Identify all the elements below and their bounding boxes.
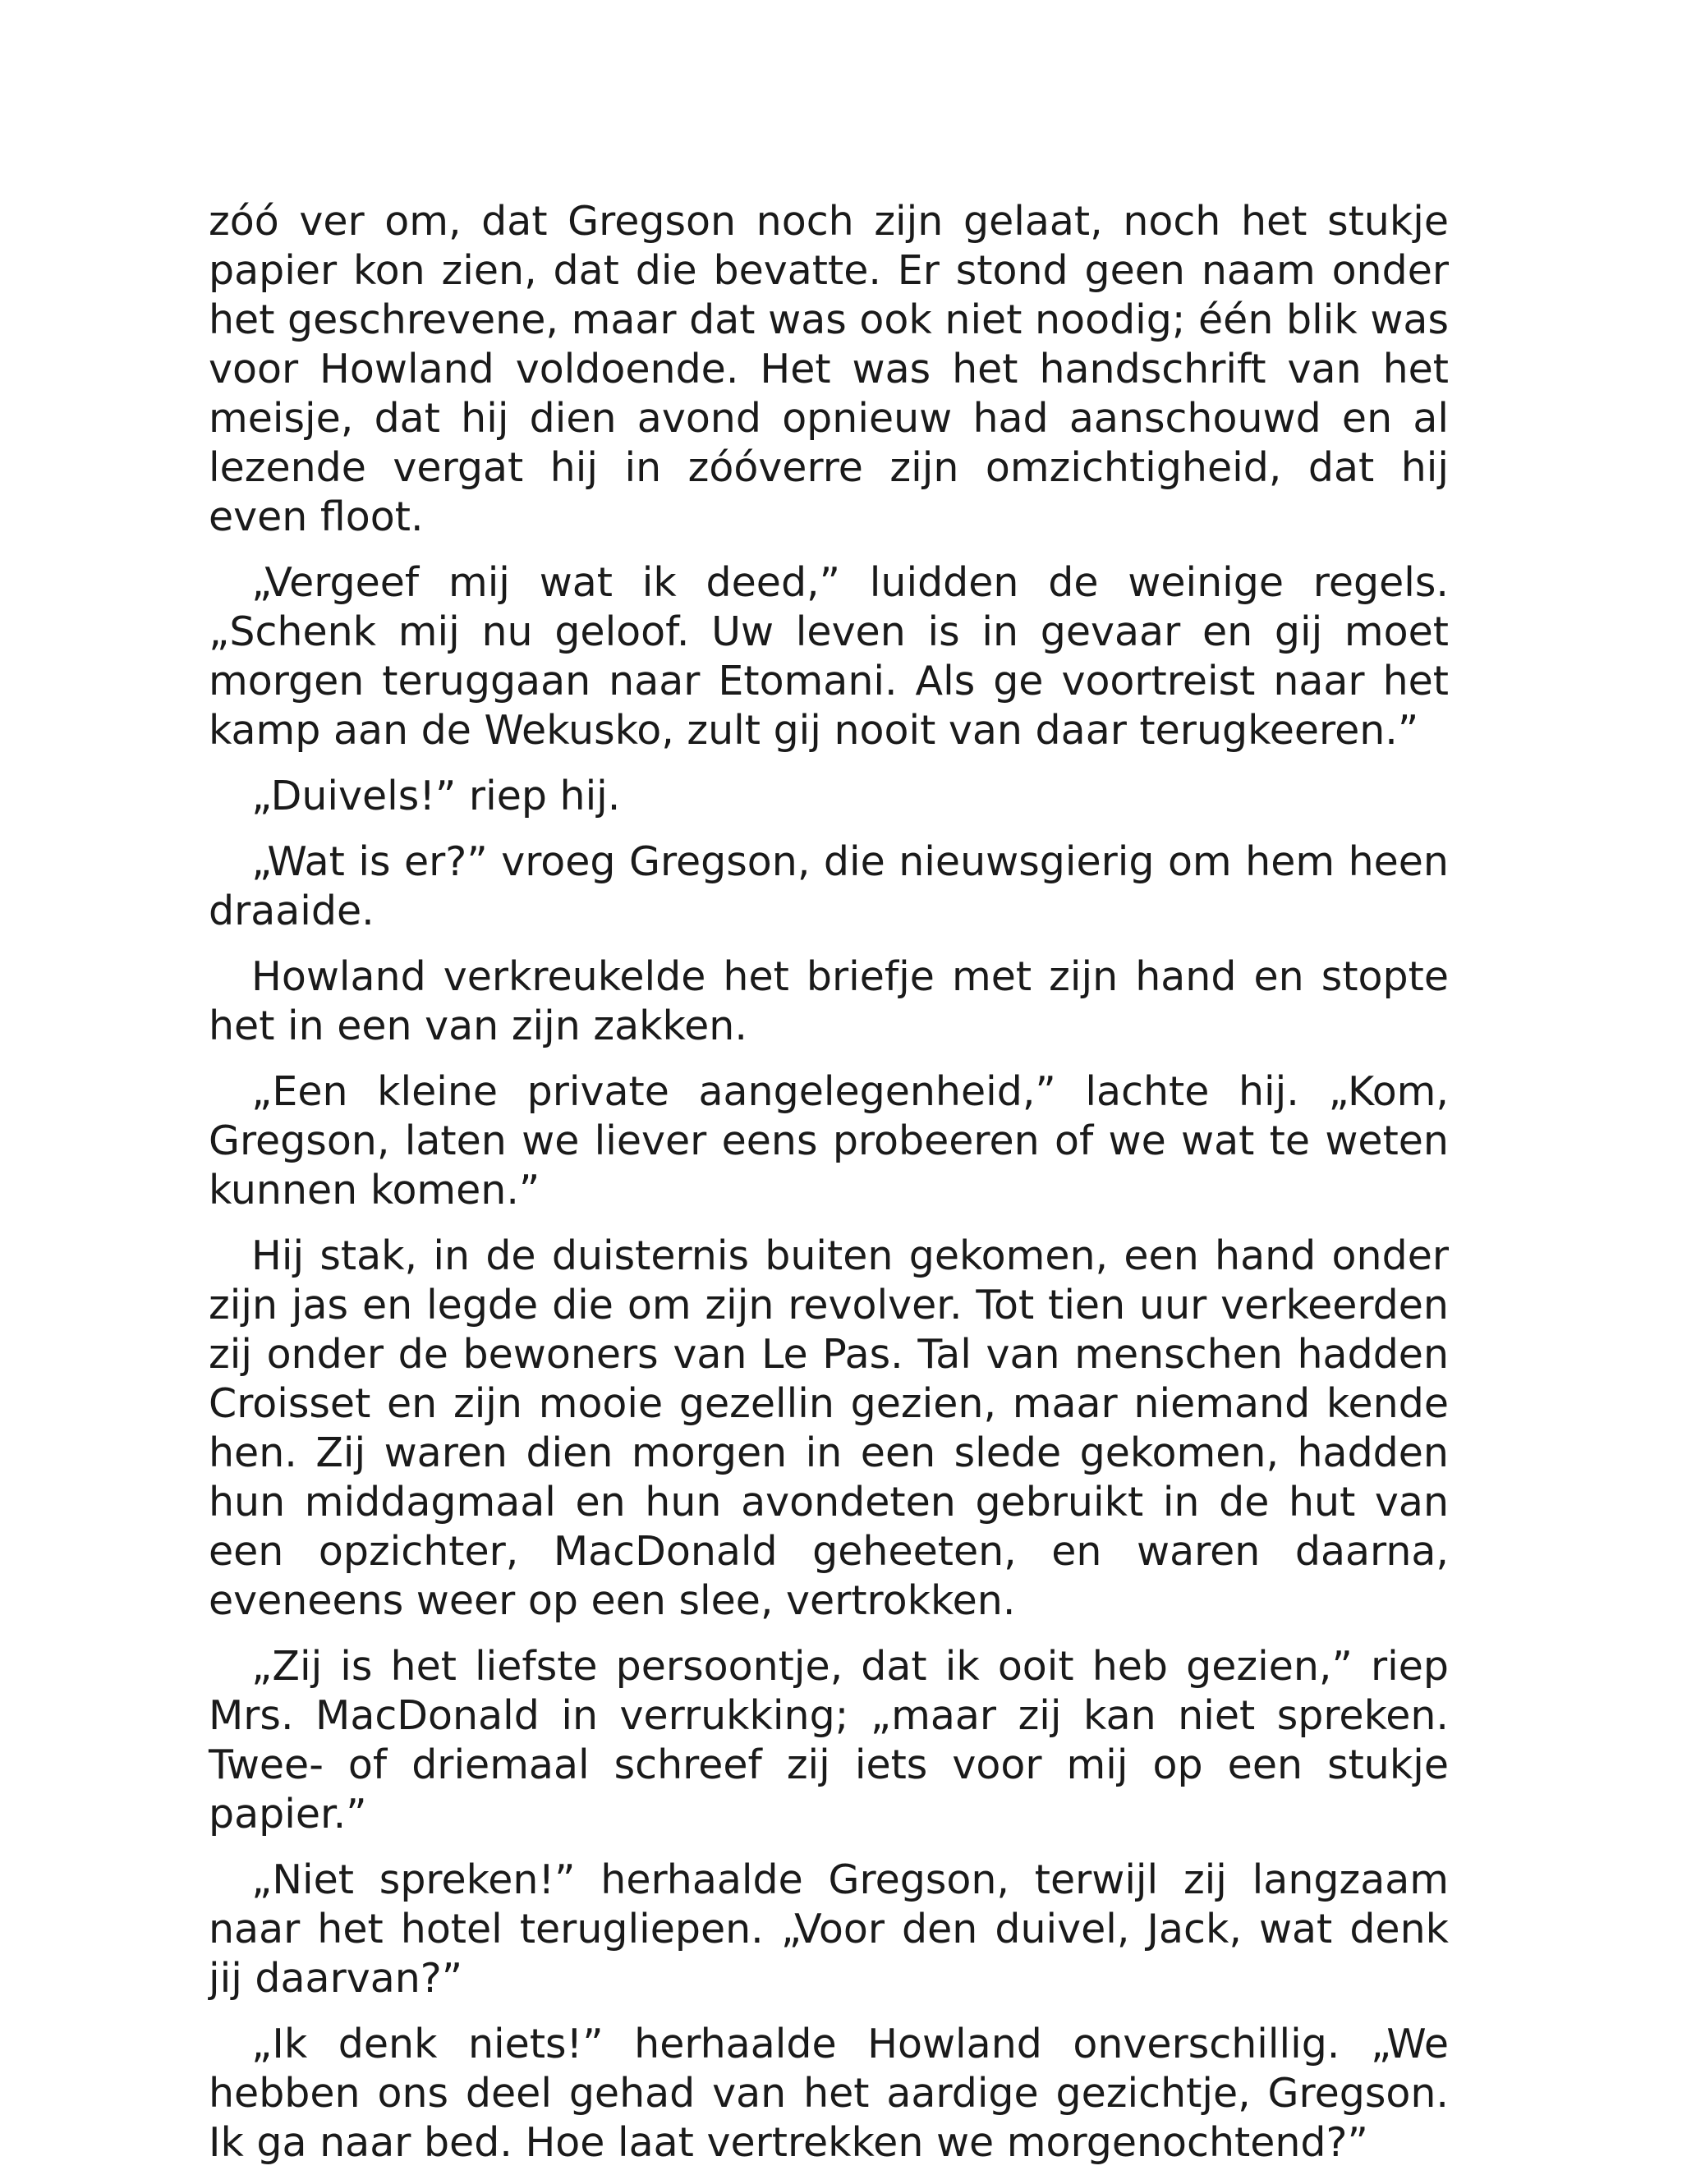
paragraph: zóó ver om, dat Gregson noch zijn gelaat, noch het stukje papier kon zien, dat die bevatte. Er stond geen naam onder het geschrevene, maar dat was ook niet noodig; één blik was voor Howland voldoende. Het was het handschrift van het meisje, dat hij dien avond opnieuw had aanschouwd en al lezende vergat hij in zóóverre zijn omzichtigheid, dat hij even floot.	[209, 198, 1449, 540]
paragraph: „Ik denk niets!” herhaalde Howland onverschillig. „We hebben ons deel gehad van het aardige gezichtje, Gregson. Ik ga naar bed. Hoe laat vertrekken we morgenochtend?”	[209, 2021, 1449, 2166]
paragraph: „Niet spreken!” herhaalde Gregson, terwijl zij langzaam naar het hotel terugliepen. „Voor den duivel, Jack, wat denk jij daarvan?”	[209, 1856, 1449, 2002]
book-page-body	[209, 197, 1449, 2184]
paragraph: „Duivels!” riep hij.	[251, 773, 621, 819]
paragraph: „Zij is het liefste persoontje, dat ik ooit heb gezien,” riep Mrs. MacDonald in verrukking; „maar zij kan niet spreken. Twee- of driemaal schreef zij iets voor mij op een stukje papier.”	[209, 1643, 1449, 1838]
paragraph: „Wat is er?” vroeg Gregson, die nieuwsgierig om hem heen draaide.	[209, 838, 1449, 934]
paragraph: „Een kleine private aangelegenheid,” lachte hij. „Kom, Gregson, laten we liever eens probeeren of we wat te weten kunnen komen.”	[209, 1068, 1449, 1214]
paragraph: „Vergeef mij wat ik deed,” luidden de weinige regels. „Schenk mij nu geloof. Uw leven is in gevaar en gij moet morgen teruggaan naar Etomani. Als ge voortreist naar het kamp aan de Wekusko, zult gij nooit van daar terugkeeren.”	[209, 559, 1449, 754]
paragraph: Hij stak, in de duisternis buiten gekomen, een hand onder zijn jas en legde die om zijn revolver. Tot tien uur verkeerden zij onder de bewoners van Le Pas. Tal van menschen hadden Croisset en zijn mooie gezellin gezien, maar niemand kende hen. Zij waren dien morgen in een slede gekomen, hadden hun middagmaal en hun avondeten gebruikt in de hut van een opzichter, MacDonald geheeten, en waren daarna, eveneens weer op een slee, vertrokken.	[209, 1232, 1449, 1624]
paragraph: Howland verkreukelde het briefje met zijn hand en stopte het in een van zijn zakken.	[209, 953, 1449, 1049]
